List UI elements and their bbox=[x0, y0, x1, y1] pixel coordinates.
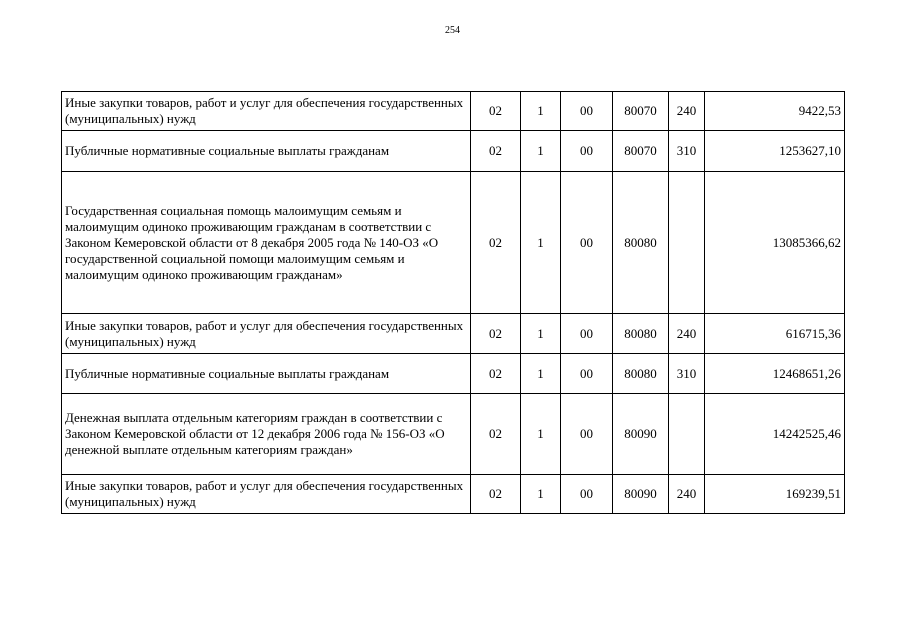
expense-type-code bbox=[669, 394, 705, 475]
table-row bbox=[62, 131, 845, 172]
subprogram-code: 00 bbox=[561, 354, 613, 394]
row-description: Публичные нормативные социальные выплаты гражданам bbox=[62, 354, 471, 394]
row-description: Денежная выплата отдельным категориям граждан в соответствии с Законом Кемеровской области от 12 декабря 2006 года № 156-ОЗ «О денежной выплате отдельным категориям граждан» bbox=[62, 394, 471, 475]
section-code: 02 bbox=[471, 131, 521, 172]
expense-type-code: 310 bbox=[669, 354, 705, 394]
row-description: Иные закупки товаров, работ и услуг для обеспечения государственных (муниципальных) нужд bbox=[62, 314, 471, 354]
direction-code: 80090 bbox=[613, 394, 669, 475]
section-code: 02 bbox=[471, 314, 521, 354]
direction-code: 80090 bbox=[613, 475, 669, 514]
amount: 12468651,26 bbox=[705, 354, 845, 394]
subprogram-code: 00 bbox=[561, 92, 613, 131]
section-code: 02 bbox=[471, 92, 521, 131]
subprogram-code: 00 bbox=[561, 131, 613, 172]
direction-code: 80080 bbox=[613, 172, 669, 314]
table-row bbox=[62, 475, 845, 514]
section-code: 02 bbox=[471, 394, 521, 475]
amount: 13085366,62 bbox=[705, 172, 845, 314]
amount: 1253627,10 bbox=[705, 131, 845, 172]
table-row bbox=[62, 172, 845, 314]
table-row bbox=[62, 92, 845, 131]
table-row bbox=[62, 394, 845, 475]
amount: 9422,53 bbox=[705, 92, 845, 131]
table-row bbox=[62, 354, 845, 394]
row-description: Государственная социальная помощь малоимущим семьям и малоимущим одиноко проживающим гражданам в соответствии с Законом Кемеровской области от 8 декабря 2005 года № 140-ОЗ «О государственной социальной помощи малоимущим семьям и малоимущим одиноко проживающим гражданам» bbox=[62, 172, 471, 314]
direction-code: 80070 bbox=[613, 131, 669, 172]
program-code: 1 bbox=[521, 92, 561, 131]
section-code: 02 bbox=[471, 172, 521, 314]
expense-type-code: 240 bbox=[669, 92, 705, 131]
program-code: 1 bbox=[521, 354, 561, 394]
amount: 616715,36 bbox=[705, 314, 845, 354]
subprogram-code: 00 bbox=[561, 475, 613, 514]
expense-type-code bbox=[669, 172, 705, 314]
direction-code: 80080 bbox=[613, 314, 669, 354]
direction-code: 80070 bbox=[613, 92, 669, 131]
page-number: 254 bbox=[445, 25, 460, 36]
section-code: 02 bbox=[471, 475, 521, 514]
program-code: 1 bbox=[521, 172, 561, 314]
program-code: 1 bbox=[521, 131, 561, 172]
program-code: 1 bbox=[521, 314, 561, 354]
direction-code: 80080 bbox=[613, 354, 669, 394]
row-description: Публичные нормативные социальные выплаты гражданам bbox=[62, 131, 471, 172]
table-row bbox=[62, 314, 845, 354]
section-code: 02 bbox=[471, 354, 521, 394]
row-description: Иные закупки товаров, работ и услуг для обеспечения государственных (муниципальных) нужд bbox=[62, 475, 471, 514]
budget-table bbox=[61, 91, 845, 514]
subprogram-code: 00 bbox=[561, 394, 613, 475]
subprogram-code: 00 bbox=[561, 314, 613, 354]
program-code: 1 bbox=[521, 475, 561, 514]
expense-type-code: 310 bbox=[669, 131, 705, 172]
subprogram-code: 00 bbox=[561, 172, 613, 314]
expense-type-code: 240 bbox=[669, 475, 705, 514]
expense-type-code: 240 bbox=[669, 314, 705, 354]
amount: 169239,51 bbox=[705, 475, 845, 514]
row-description: Иные закупки товаров, работ и услуг для обеспечения государственных (муниципальных) нужд bbox=[62, 92, 471, 131]
program-code: 1 bbox=[521, 394, 561, 475]
amount: 14242525,46 bbox=[705, 394, 845, 475]
